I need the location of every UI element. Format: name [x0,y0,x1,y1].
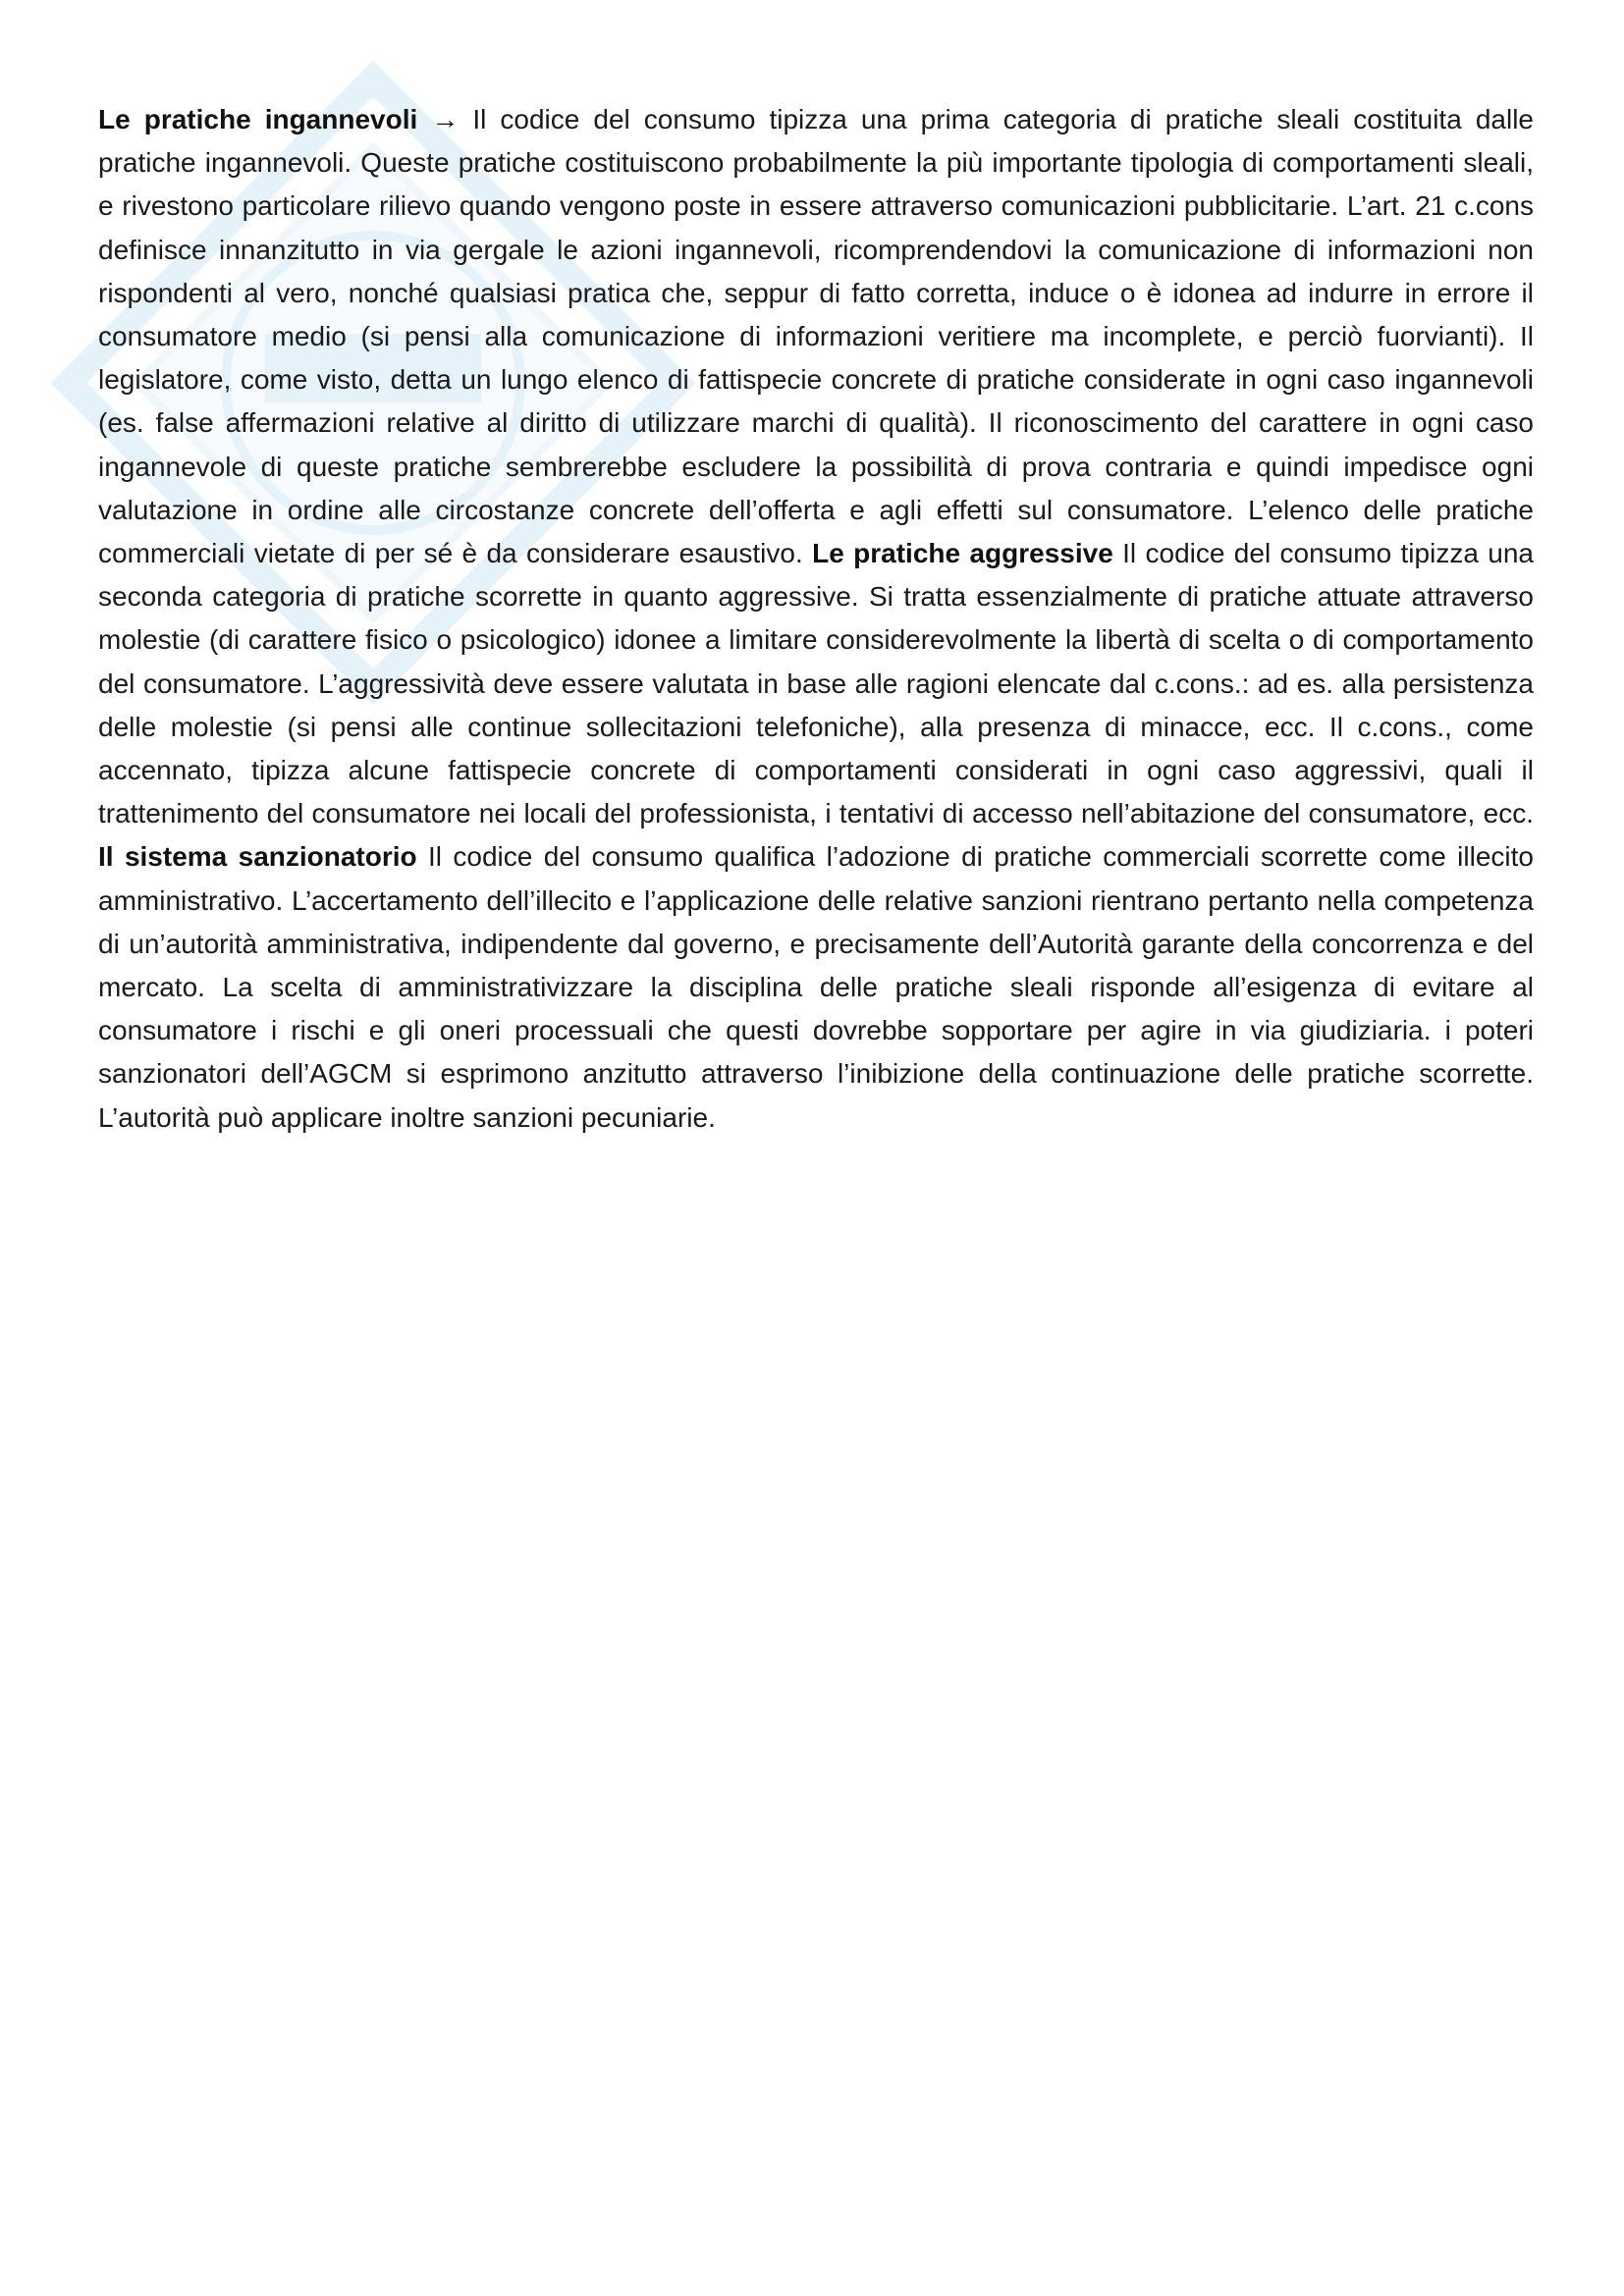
document-paragraph [98,98,1534,1140]
section-heading-pratiche-ingannevoli: Le pratiche ingannevoli → [98,104,460,134]
section-heading-sistema-sanzionatorio: Il sistema sanzionatorio [98,841,417,873]
section-body-pratiche-ingannevoli: Il codice del consumo tipizza una prima categoria di pratiche sleali costituita dalle pratiche ingannevoli. Queste pratiche costituiscono probabilmente la più importante tipologia di comportamenti sleali, e rivestono particolare rilievo quando vengono poste in essere attraverso comunicazioni pubblicitarie. L’art. 21 c.cons definisce innanzitutto in via gergale le azioni ingannevoli, ricomprendendovi la comunicazione di informazioni non rispondenti al vero, nonché qualsiasi pratica che, seppur di fatto corretta, induce o è idonea ad indurre in errore il consumatore medio (si pensi alla comunicazione di informazioni veritiere ma incomplete, e perciò fuorvianti). Il legislatore, come visto, detta un lungo elenco di fattispecie concrete di pratiche considerate in ogni caso ingannevoli (es. false affermazioni relative al diritto di utilizzare marchi di qualità). Il riconoscimento del carattere in ogni caso ingannevole di queste pratiche sembrerebbe escludere la possibilità di prova contraria e quindi impedisce ogni valutazione in ordine alle circostanze concrete dell’offerta e agli effetti sul consumatore. L’elenco delle pratiche commerciali vietate di per sé è da considerare esaustivo. [98,104,1534,569]
section-heading-pratiche-aggressive: Le pratiche aggressive [812,538,1113,569]
section-body-pratiche-aggressive: Il codice del consumo tipizza una seconda categoria di pratiche scorrette in quanto aggressive. Si tratta essenzialmente di pratiche attuate attraverso molestie (di carattere fisico o psicologico) idonee a limitare considerevolmente la libertà di scelta o di comportamento del consumatore. L’aggressività deve essere valutata in base alle ragioni elencate dal c.cons.: ad es. alla persistenza delle molestie (si pensi alle continue sollecitazioni telefoniche), alla presenza di minacce, ecc. Il c.cons., come accennato, tipizza alcune fattispecie concrete di comportamenti considerati in ogni caso aggressivi, quali il trattenimento del consumatore nei locali del professionista, i tentativi di accesso nell’abitazione del consumatore, ecc. [98,538,1534,829]
section-body-sistema-sanzionatorio: Il codice del consumo qualifica l’adozione di pratiche commerciali scorrette come illecito amministrativo. L’accertamento dell’illecito e l’applicazione delle relative sanzioni rientrano pertanto nella competenza di un’autorità amministrativa, indipendente dal governo, e precisamente dell’Autorità garante della concorrenza e del mercato. La scelta di amministrativizzare la disciplina delle pratiche sleali risponde all’esigenza di evitare al consumatore i rischi e gli oneri processuali che questi dovrebbe sopportare per agire in via giudiziaria. i poteri sanzionatori dell’AGCM si esprimono anzitutto attraverso l’inibizione della continuazione delle pratiche scorrette. L’autorità può applicare inoltre sanzioni pecuniarie. [98,841,1534,1133]
document-text [98,98,1534,1140]
